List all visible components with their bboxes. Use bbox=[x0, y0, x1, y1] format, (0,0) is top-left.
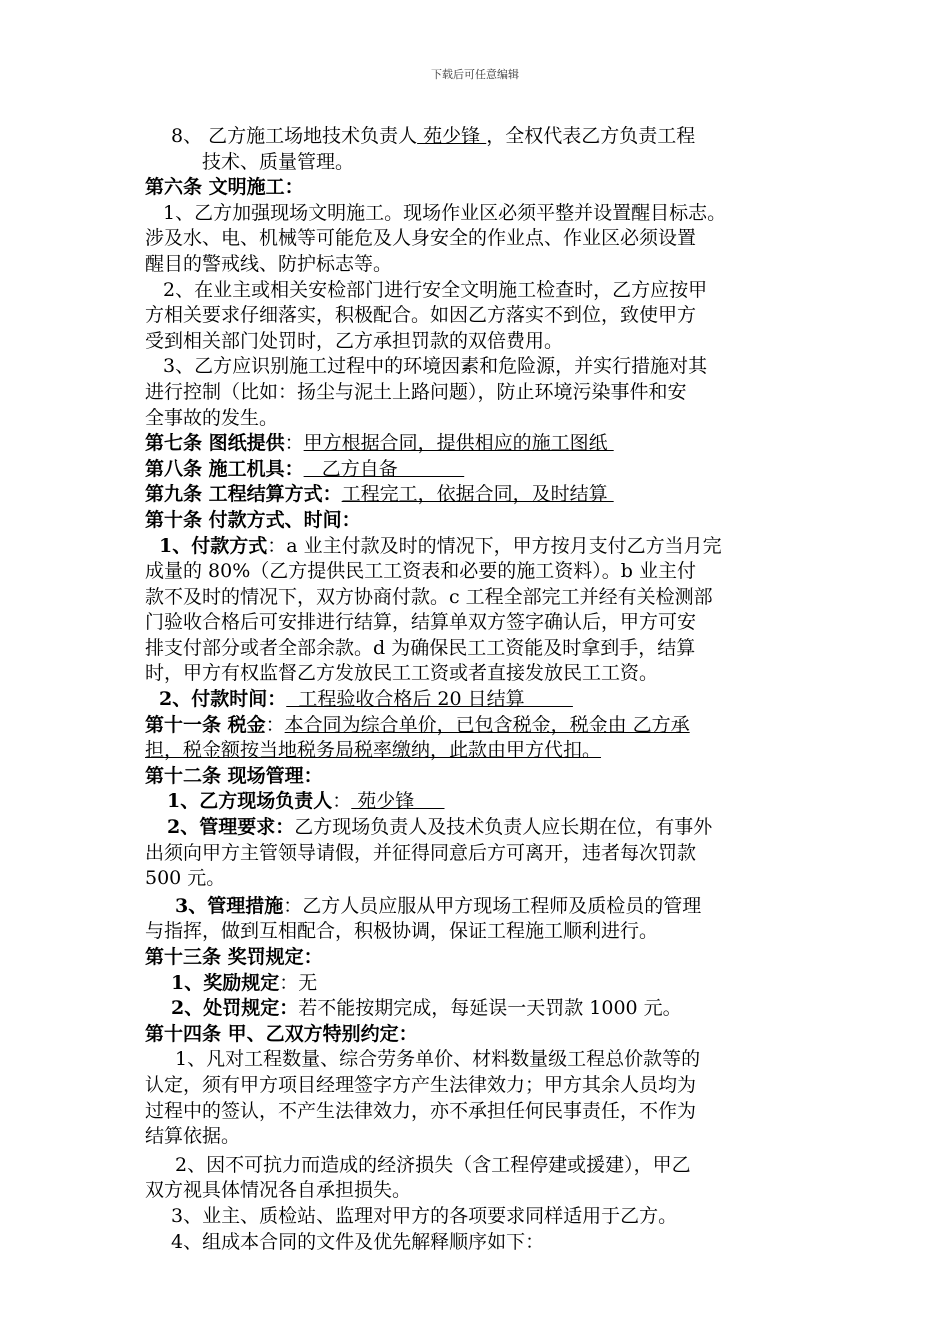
payment-time bbox=[145, 687, 810, 713]
article-11-text: 本合同为综合单价，已包含税金，税金由 乙方承 bbox=[284, 713, 690, 736]
article-6-line: 3、乙方应识别施工过程中的环境因素和危险源，并实行措施对其 bbox=[163, 355, 708, 378]
article-11-title: 第十一条 税金 bbox=[145, 713, 266, 736]
article-9-title: 第九条 工程结算方式： bbox=[145, 483, 342, 506]
article-14-line: 双方视具体情况各自承担损失。 bbox=[145, 1179, 412, 1202]
payment-method-label: 1、付款方式 bbox=[159, 534, 268, 557]
management-requirement-text: 乙方现场负责人及技术负责人应长期在位，有事外 bbox=[294, 816, 713, 839]
reward-rule bbox=[145, 971, 810, 997]
payment-method bbox=[145, 534, 810, 560]
article-11-line-2: 担，税金额按当地税务局税率缴纳，此款由甲方代扣。 bbox=[145, 739, 602, 762]
article-6-title: 第六条 文明施工： bbox=[145, 176, 304, 199]
management-requirement bbox=[145, 815, 810, 841]
article-10-title: 第十条 付款方式、时间： bbox=[145, 508, 361, 531]
penalty-rule-value: 若不能按期完成，每延误一天罚款 1000 元。 bbox=[298, 997, 682, 1020]
article-6-line: 醒目的警戒线、防护标志等。 bbox=[145, 252, 393, 275]
document-body bbox=[145, 124, 810, 1255]
reward-rule-value: ：无 bbox=[279, 971, 318, 994]
article-14-line: 2、因不可抗力而造成的经济损失（含工程停建或援建），甲乙 bbox=[175, 1153, 691, 1176]
payment-method-colon: ： bbox=[267, 534, 287, 557]
article-7 bbox=[145, 431, 810, 457]
article-6-line: 进行控制（比如：扬尘与泥土上路问题），防止环境污染事件和安 bbox=[145, 380, 687, 403]
article-14-title: 第十四条 甲、乙双方特别约定： bbox=[145, 1022, 418, 1045]
payment-method-line: 时，甲方有权监督乙方发放民工工资或者直接发放民工工资。 bbox=[145, 662, 659, 685]
article-9-value: 工程完工，依据合同，及时结算 bbox=[341, 483, 614, 506]
site-manager-label: 1、乙方现场负责人 bbox=[167, 790, 333, 813]
article-12-title: 第十二条 现场管理： bbox=[145, 764, 323, 787]
article-6-line: 受到相关部门处罚时，乙方承担罚款的双倍费用。 bbox=[145, 329, 564, 352]
reward-rule-label: 1、奖励规定 bbox=[171, 971, 280, 994]
management-requirement-label: 2、管理要求： bbox=[167, 816, 295, 839]
article-14-line: 认定，须有甲方项目经理签字方产生法律效力；甲方其余人员均为 bbox=[145, 1073, 697, 1096]
site-manager-name: 苑少锋 bbox=[351, 790, 445, 813]
article-14-line: 4、组成本合同的文件及优先解释顺序如下： bbox=[171, 1230, 545, 1253]
article-7-colon: ： bbox=[284, 432, 304, 455]
payment-method-line: 排支付部分或者全部余款。d 为确保民工工资能及时拿到手，结算 bbox=[145, 636, 696, 659]
tech-lead-name: 苑少锋 bbox=[417, 125, 487, 147]
payment-method-line: 门验收合格后可安排进行结算，结算单双方签字确认后，甲方可安 bbox=[145, 611, 697, 634]
item-8-line-2: 技术、质量管理。 bbox=[202, 150, 355, 173]
management-measures bbox=[145, 894, 810, 920]
site-manager bbox=[145, 789, 810, 815]
payment-method-line: 成量的 80%（乙方提供民工工资表和必要的施工资料）。b 业主付 bbox=[145, 560, 696, 583]
item-8-prefix: 8、 乙方施工场地技术负责人 bbox=[171, 125, 418, 147]
payment-method-text: a 业主付款及时的情况下，甲方按月支付乙方当月完 bbox=[286, 534, 722, 557]
article-6-line: 1、乙方加强现场文明施工。现场作业区必须平整并设置醒目标志。 bbox=[163, 201, 727, 224]
article-11-colon: ： bbox=[265, 713, 285, 736]
article-6-line: 涉及水、电、机械等可能危及人身安全的作业点、作业区必须设置 bbox=[145, 227, 697, 250]
article-6-line: 2、在业主或相关安检部门进行安全文明施工检查时，乙方应按甲 bbox=[163, 278, 708, 301]
management-measures-text: ：乙方人员应服从甲方现场工程师及质检员的管理 bbox=[283, 894, 702, 917]
article-8-title: 第八条 施工机具： bbox=[145, 457, 304, 480]
article-8-value: 乙方自备 bbox=[303, 457, 465, 480]
page-header: 下载后可任意编辑 bbox=[431, 68, 519, 81]
item-8-suffix: ，全权代表乙方负责工程 bbox=[486, 125, 696, 147]
article-7-title: 第七条 图纸提供 bbox=[145, 432, 285, 455]
payment-time-value: 工程验收合格后 20 日结算 bbox=[286, 688, 573, 711]
penalty-rule-label: 2、处罚规定： bbox=[171, 997, 299, 1020]
payment-time-label: 2、付款时间： bbox=[159, 688, 287, 711]
article-14-line: 3、业主、质检站、监理对甲方的各项要求同样适用于乙方。 bbox=[171, 1204, 678, 1227]
article-13-title: 第十三条 奖罚规定： bbox=[145, 946, 323, 968]
article-7-value: 甲方根据合同，提供相应的施工图纸 bbox=[303, 432, 614, 455]
management-requirement-line: 出须向甲方主管领导请假，并征得同意后方可离开，违者每次罚款 bbox=[145, 841, 697, 864]
management-requirement-line: 500 元。 bbox=[145, 867, 226, 890]
penalty-rule bbox=[145, 996, 810, 1022]
management-measures-label: 3、管理措施 bbox=[175, 894, 284, 917]
article-8 bbox=[145, 457, 810, 483]
site-manager-colon: ： bbox=[332, 790, 352, 813]
article-6-line: 全事故的发生。 bbox=[145, 406, 279, 429]
article-14-line: 过程中的签认，不产生法律效力，亦不承担任何民事责任，不作为 bbox=[145, 1099, 697, 1122]
article-14-line: 1、凡对工程数量、综合劳务单价、材料数量级工程总价款等的 bbox=[175, 1048, 701, 1071]
payment-method-line: 款不及时的情况下，双方协商付款。c 工程全部完工并经有关检测部 bbox=[145, 585, 713, 608]
item-8-line bbox=[145, 124, 810, 150]
article-11 bbox=[145, 713, 810, 739]
article-6-line: 方相关要求仔细落实，积极配合。如因乙方落实不到位，致使甲方 bbox=[145, 304, 697, 327]
article-14-line: 结算依据。 bbox=[145, 1125, 241, 1148]
article-9 bbox=[145, 482, 810, 508]
management-measures-line: 与指挥，做到互相配合，积极协调，保证工程施工顺利进行。 bbox=[145, 920, 659, 943]
